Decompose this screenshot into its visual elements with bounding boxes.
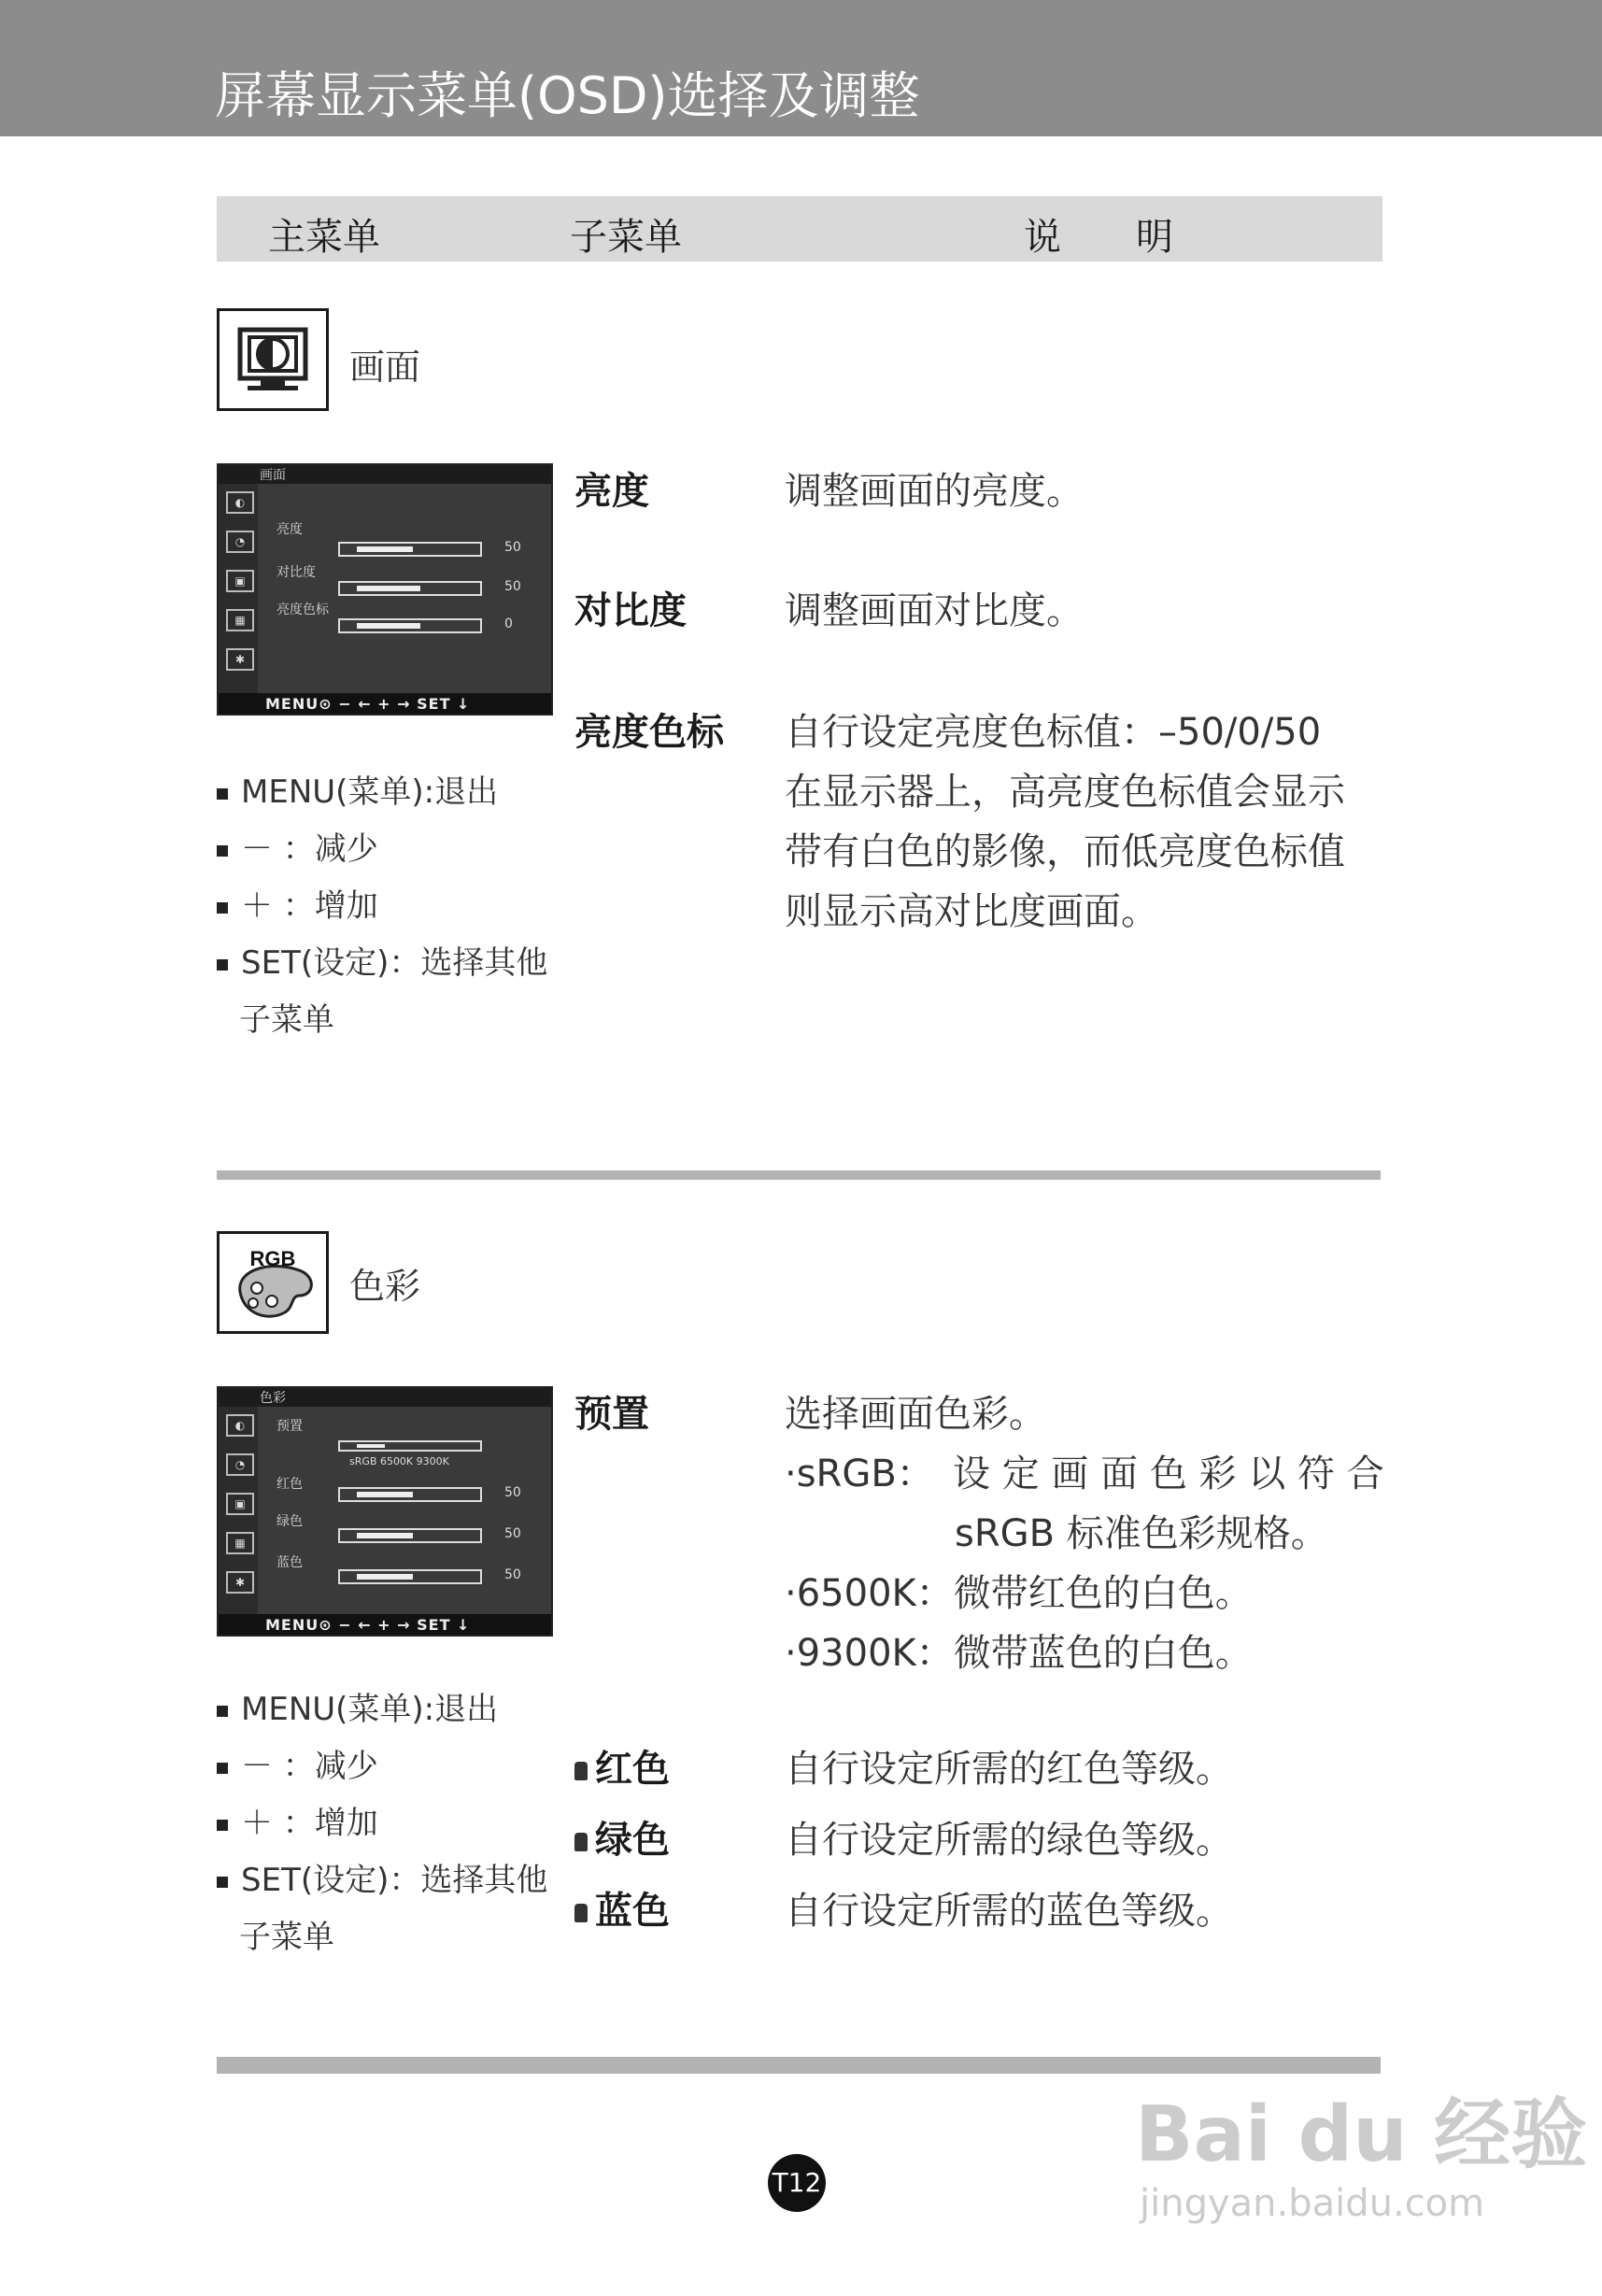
osd-position-icon: ▣	[226, 1493, 254, 1515]
osd-preset-options: sRGB 6500K 9300K	[349, 1455, 449, 1467]
bullet-icon	[574, 1904, 588, 1922]
osd-position-icon: ▣	[226, 570, 254, 592]
osd-tracking-icon: ▦	[226, 1532, 254, 1554]
osd-slider	[338, 542, 482, 557]
bullet-icon	[574, 1762, 588, 1780]
osd-slider	[338, 581, 482, 596]
color-icon	[217, 1231, 329, 1334]
page-title: 屏幕显示菜单(OSD)选择及调整	[215, 66, 920, 125]
watermark-logo: Bai du 经验	[1135, 2090, 1588, 2179]
section-divider	[217, 2057, 1381, 2074]
color-osd-screenshot	[217, 1386, 553, 1637]
osd-title: 色彩	[260, 1391, 286, 1406]
color-notes	[217, 1681, 547, 1966]
desc-brightness: 调整画面的亮度。	[785, 470, 1084, 513]
note-item: － ：减少	[217, 1738, 547, 1795]
note-item: ＋ ：增加	[217, 878, 547, 935]
preset-opt-6500k: ·6500K：微带红色的白色。	[785, 1572, 1253, 1615]
osd-setup-icon: ✱	[226, 648, 254, 671]
bullet-icon	[574, 1833, 588, 1851]
picture-notes	[217, 764, 547, 1049]
osd-color-icon: ◔	[226, 1453, 254, 1476]
osd-setup-icon: ✱	[226, 1571, 254, 1594]
osd-row-label: 亮度	[276, 522, 303, 537]
osd-value: 50	[504, 579, 521, 594]
osd-value: 50	[504, 1526, 521, 1541]
desc-blue: 自行设定所需的蓝色等级。	[785, 1890, 1233, 1933]
osd-slider	[338, 1569, 482, 1584]
note-item: 子菜单	[239, 1001, 334, 1039]
note-item: SET(设定)：选择其他	[217, 1852, 547, 1909]
preset-opt-srgb-desc-1: 设 定 画 面 色 彩 以 符 合	[953, 1453, 1384, 1495]
sub-black-level: 亮度色标	[574, 711, 724, 754]
note-item: － ：减少	[217, 821, 547, 878]
column-description: 说 明	[1024, 216, 1173, 259]
section-divider	[217, 1170, 1381, 1180]
sub-brightness: 亮度	[574, 470, 649, 513]
osd-preset-label: 预置	[276, 1419, 303, 1434]
picture-osd-screenshot	[217, 463, 553, 716]
sub-preset: 预置	[574, 1393, 649, 1436]
desc-green: 自行设定所需的绿色等级。	[785, 1819, 1233, 1862]
rgb-icon-label: RGB	[249, 1247, 296, 1270]
color-section-title: 色彩	[349, 1266, 421, 1307]
sub-blue: 蓝色	[574, 1881, 670, 1935]
watermark-url: jingyan.baidu.com	[1140, 2182, 1485, 2225]
osd-slider	[338, 1528, 482, 1543]
desc-preset: 选择画面色彩。	[785, 1393, 1046, 1436]
page-number: T12	[768, 2154, 826, 2212]
sub-red: 红色	[574, 1739, 670, 1793]
osd-row-label: 对比度	[276, 565, 316, 580]
desc-black-level-3: 带有白色的影像，而低亮度色标值	[785, 830, 1345, 873]
note-item: MENU(菜单):退出	[217, 764, 547, 821]
picture-icon	[217, 308, 329, 411]
osd-row-label: 绿色	[276, 1514, 303, 1529]
osd-value: 50	[504, 540, 521, 555]
picture-section-title: 画面	[349, 347, 421, 388]
desc-black-level-2: 在显示器上，高亮度色标值会显示	[785, 771, 1345, 814]
note-item: SET(设定)：选择其他	[217, 935, 547, 992]
note-item: MENU(菜单):退出	[217, 1681, 547, 1738]
desc-red: 自行设定所需的红色等级。	[785, 1748, 1233, 1791]
osd-tracking-icon: ▦	[226, 609, 254, 631]
osd-footer: MENU⊙ − ← + → SET ↓	[265, 695, 471, 713]
column-header-bar	[217, 196, 1382, 262]
osd-row-label: 蓝色	[276, 1555, 303, 1570]
desc-black-level-1: 自行设定亮度色标值：–50/0/50	[785, 711, 1322, 754]
note-item: 子菜单	[239, 1919, 334, 1956]
osd-picture-icon: ◐	[226, 1414, 254, 1437]
column-main-menu: 主菜单	[268, 216, 380, 259]
osd-slider	[338, 618, 482, 633]
note-item: ＋ ：增加	[217, 1795, 547, 1852]
osd-row-label: 亮度色标	[276, 602, 329, 617]
osd-picture-icon: ◐	[226, 491, 254, 514]
osd-color-icon: ◔	[226, 531, 254, 553]
sub-green: 绿色	[574, 1810, 670, 1864]
preset-opt-9300k: ·9300K：微带蓝色的白色。	[785, 1632, 1253, 1675]
osd-value: 0	[504, 617, 513, 631]
osd-footer: MENU⊙ − ← + → SET ↓	[265, 1616, 471, 1634]
osd-preset-slider	[338, 1440, 482, 1452]
desc-black-level-4: 则显示高对比度画面。	[785, 890, 1158, 933]
osd-title: 画面	[260, 468, 286, 483]
preset-opt-srgb-desc-2: sRGB 标准色彩规格。	[955, 1512, 1328, 1555]
column-sub-menu: 子菜单	[570, 216, 682, 259]
preset-opt-srgb-key: ·sRGB：	[785, 1453, 934, 1495]
desc-contrast: 调整画面对比度。	[785, 589, 1084, 632]
sub-contrast: 对比度	[574, 589, 687, 632]
osd-value: 50	[504, 1485, 521, 1500]
osd-value: 50	[504, 1567, 521, 1582]
osd-slider	[338, 1487, 482, 1502]
osd-row-label: 红色	[276, 1477, 303, 1492]
